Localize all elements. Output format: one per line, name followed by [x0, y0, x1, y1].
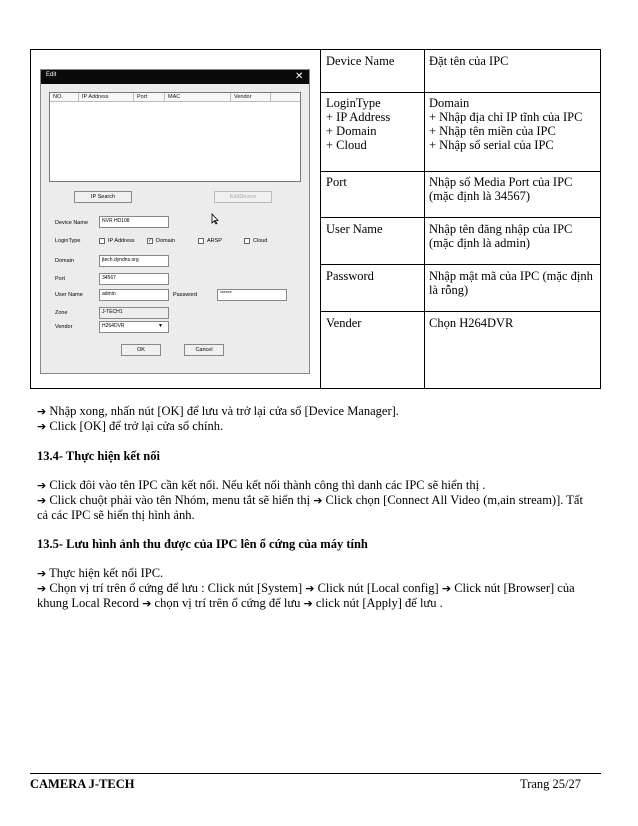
section-heading: 13.4- Thực hiện kết nối [37, 449, 160, 463]
arrow-icon: ➔ [37, 479, 47, 492]
arrow-icon: ➔ [303, 597, 313, 610]
arrow-icon: ➔ [37, 420, 47, 433]
instruction-line [37, 566, 163, 581]
domain-field[interactable]: jtech.dyndns.org [99, 255, 169, 267]
mouse-cursor-icon [211, 213, 219, 225]
instruction-text: Click nút [Browser] của [451, 581, 575, 595]
vendor-select[interactable] [99, 321, 169, 333]
zone-label: Zone [55, 310, 68, 316]
ip-search-button[interactable]: IP Search [74, 191, 132, 203]
column-divider [164, 93, 165, 101]
edit-device-button[interactable]: EditDevice [214, 191, 272, 203]
table-cell-desc: Đặt tên của IPC [429, 54, 509, 68]
column-header[interactable]: IP Address [82, 94, 109, 100]
column-divider [270, 93, 271, 101]
cloud-checkbox[interactable] [244, 238, 250, 244]
chevron-down-icon: ▼ [158, 323, 163, 329]
table-cell-desc: Nhập mật mã của IPC (mặc định là rỗng) [429, 269, 593, 297]
table-divider [320, 50, 321, 388]
vendor-select-value: H264DVR [102, 323, 125, 329]
table-row-divider [320, 311, 601, 312]
instruction-text: Click chuột phải vào tên Nhóm, menu tắt sẽ hiển thị [46, 493, 314, 507]
instruction-text: Click chọn [Connect All Video (m,ain stream)]. Tất [322, 493, 583, 507]
edit-dialog [40, 69, 310, 374]
section-heading: 13.5- Lưu hình ảnh thu được của IPC lên ổ cứng của máy tính [37, 537, 368, 551]
user-name-field[interactable]: admin [99, 289, 169, 301]
login-type-label: LoginType [55, 238, 81, 244]
table-row-divider [320, 171, 601, 172]
table-divider [424, 50, 425, 388]
password-label: Password [173, 292, 198, 298]
device-name-label: Device Name [55, 220, 89, 226]
device-list[interactable] [49, 92, 301, 182]
column-header[interactable]: MAC [168, 94, 181, 100]
instruction-text: Click nút [Local config] [314, 581, 442, 595]
column-header[interactable]: NO. [53, 94, 63, 100]
vendor-label: Vendor [55, 324, 73, 330]
device-name-field[interactable]: NVR HD108 [99, 216, 169, 228]
table-row-divider [320, 92, 601, 93]
footer-divider [30, 773, 601, 774]
table-row-divider [320, 217, 601, 218]
port-label: Port [55, 276, 66, 282]
arrow-icon: ➔ [441, 582, 452, 595]
arrow-icon: ➔ [305, 582, 315, 595]
zone-field[interactable]: J-TECH1 [99, 307, 169, 319]
instruction-text: Click [OK] để trở lại cửa sổ chính. [46, 419, 224, 433]
device-list-header [50, 93, 300, 102]
column-header[interactable]: Port [137, 94, 148, 100]
instruction-line [37, 419, 223, 434]
close-icon[interactable]: ✕ [295, 71, 304, 82]
instruction-text: chọn vị trí trên ổ cứng để lưu [151, 596, 304, 610]
cancel-button[interactable]: Cancel [184, 344, 224, 356]
instruction-text: khung Local Record [37, 596, 143, 610]
user-name-label: User Name [55, 292, 83, 298]
instruction-text: cả các IPC sẽ hiển thị hình ảnh. [37, 508, 195, 522]
table-cell-field: LoginType + IP Address + Domain + Cloud [326, 96, 391, 152]
instruction-line [37, 581, 575, 596]
ok-button[interactable]: OK [121, 344, 161, 356]
arrow-icon: ➔ [313, 494, 323, 507]
instruction-line [37, 596, 443, 611]
port-field[interactable]: 34567 [99, 273, 169, 285]
column-divider [230, 93, 231, 101]
arrow-icon: ➔ [37, 405, 47, 418]
column-divider [133, 93, 134, 101]
footer-company: CAMERA J-TECH [30, 777, 135, 791]
domain-label: Domain [55, 258, 74, 264]
instruction-text: click nút [Apply] để lưu . [312, 596, 443, 610]
ip-address-checkbox[interactable] [99, 238, 105, 244]
instruction-line [37, 404, 399, 419]
table-cell-desc: Chọn H264DVR [429, 316, 514, 330]
arrow-icon: ➔ [37, 582, 47, 595]
dialog-title: Edit [46, 72, 57, 78]
instruction-text: Thực hiện kết nối IPC. [46, 566, 164, 580]
table-cell-field: Vender [326, 316, 362, 330]
table-cell-desc: Domain + Nhập địa chỉ IP tĩnh của IPC + Nhập tên miền của IPC + Nhập số serial của IPC [429, 96, 583, 152]
domain-checkbox[interactable]: ✓ [148, 238, 153, 244]
ip-address-option-label: IP Address [108, 238, 135, 244]
column-divider [78, 93, 79, 101]
arrow-icon: ➔ [37, 494, 47, 507]
table-cell-desc: Nhập số Media Port của IPC (mặc định là 34567) [429, 175, 573, 203]
arrow-icon: ➔ [142, 597, 152, 610]
arsp-option-label: ARSP [207, 238, 222, 244]
table-row-divider [320, 264, 601, 265]
password-field[interactable]: ****** [217, 289, 287, 301]
instruction-text: Chọn vị trí trên ổ cứng để lưu : Click nút [System] [46, 581, 306, 595]
instruction-text: Nhập xong, nhấn nút [OK] để lưu và trở lại cửa sổ [Device Manager]. [46, 404, 399, 418]
page-number: Trang 25/27 [520, 777, 582, 791]
instruction-line [37, 478, 485, 493]
column-header[interactable]: Vendor [234, 94, 252, 100]
table-cell-field: Device Name [326, 54, 395, 68]
dialog-title-bar [41, 70, 309, 84]
arrow-icon: ➔ [37, 567, 47, 580]
table-cell-field: User Name [326, 222, 383, 236]
instruction-text: Click đôi vào tên IPC cần kết nối. Nếu kết nối thành công thì danh các IPC sẽ hiển thị . [46, 478, 486, 492]
table-cell-desc: Nhập tên đăng nhập của IPC (mặc định là admin) [429, 222, 573, 250]
table-cell-field: Port [326, 175, 347, 189]
arsp-checkbox[interactable] [198, 238, 204, 244]
table-cell-field: Password [326, 269, 374, 283]
cloud-option-label: Cloud [253, 238, 268, 244]
instruction-line [37, 493, 583, 508]
domain-option-label: Domain [156, 238, 175, 244]
